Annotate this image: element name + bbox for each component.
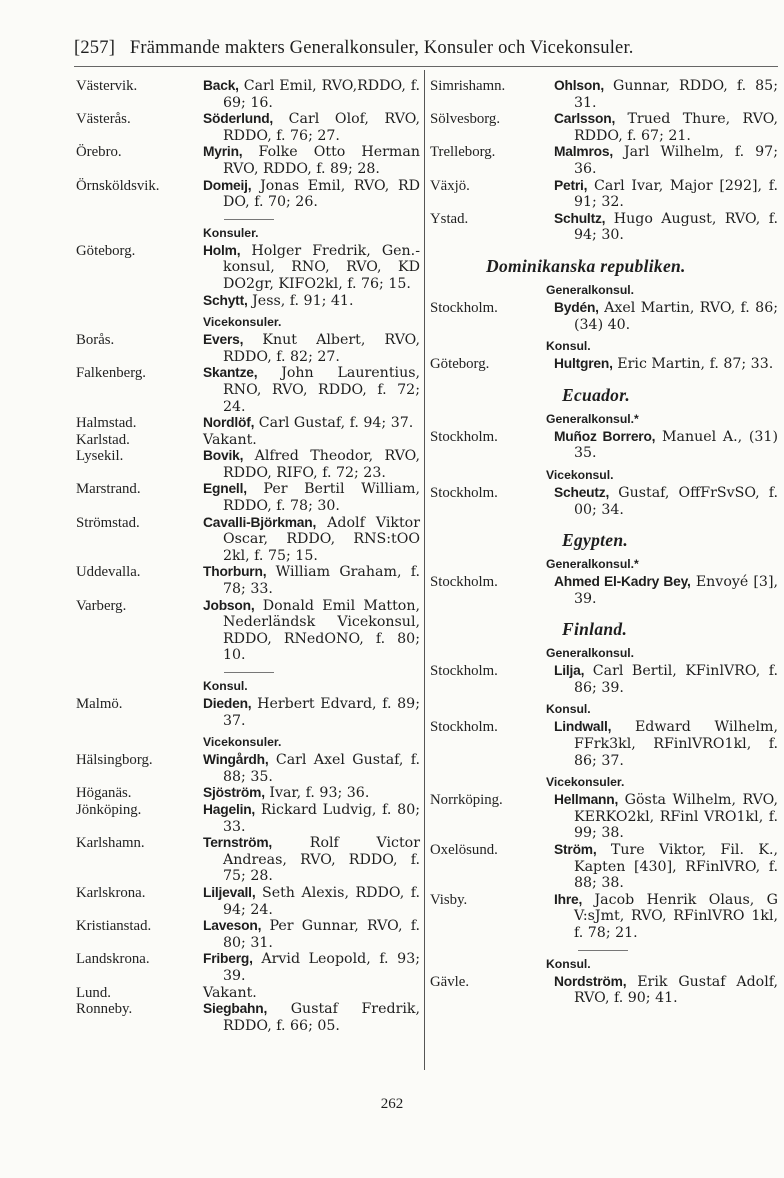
directory-entry (430, 719, 778, 769)
place-name: Norrköping. (430, 792, 503, 809)
person-name: Siegbahn, (203, 1001, 268, 1017)
country-heading: Egypten. (562, 530, 629, 551)
entry-details: Seth Alexis, RDDO, f. 94; 24. (223, 884, 420, 918)
entry-details: Holger Fredrik, Gen.-konsul, RNO, RVO, KD DO2gr, KIFO2kl, f. 76; 15. (223, 242, 420, 292)
entry-details: Herbert Edvard, f. 89; 37. (223, 696, 420, 729)
directory-entry (430, 178, 778, 211)
directory-entry (76, 785, 420, 802)
person-name: Muñoz Borrero, (554, 428, 656, 444)
person-name: Evers, (203, 332, 244, 348)
person-name: Cavalli-Björkman, (203, 514, 317, 530)
place-name: Stockholm. (430, 574, 498, 591)
place-name: Sölvesborg. (430, 111, 501, 128)
entry-details: Donald Emil Matton, Nederländsk Vicekonsul, RDDO, RNedONO, f. 80; 10. (223, 597, 420, 664)
person-name: Dieden, (203, 696, 252, 711)
entry-details: Carl Axel Gustaf, f. 88; 35. (223, 752, 420, 785)
entry-details: Gustaf, OffFrSvSO, f. 00; 34. (574, 484, 778, 518)
person-name: Hagelin, (203, 801, 256, 817)
place-name: Trelleborg. (430, 144, 496, 161)
entry-details: Jonas Emil, RVO, RD DO, f. 70; 26. (223, 177, 420, 211)
directory-entry (76, 293, 420, 310)
section-label: Generalkonsul. (546, 646, 635, 661)
person-name: Schytt, (203, 292, 248, 308)
section-label: Generalkonsul.* (546, 411, 639, 426)
directory-entry (76, 752, 420, 785)
place-name: Uddevalla. (76, 564, 141, 581)
place-name: Göteborg. (430, 356, 490, 373)
entry-details: Carl Gustaf, f. 94; 37. (254, 415, 414, 432)
page-reference: [257] (74, 38, 116, 58)
entry-details: William Graham, f. 78; 33. (223, 564, 420, 598)
person-name: Ahmed El-Kadry Bey, (554, 574, 691, 590)
entry-details: Per Bertil William, RDDO, f. 78; 30. (223, 481, 420, 515)
place-name: Västervik. (76, 78, 138, 94)
directory-entry (76, 243, 420, 293)
person-name: Ihre, (554, 891, 583, 907)
entry-details: Carl Emil, RVO,RDDO, f. 69; 16. (223, 78, 420, 111)
place-name: Marstrand. (76, 481, 141, 498)
directory-entry (76, 985, 420, 1002)
entry-details: Ivar, f. 93; 36. (264, 785, 370, 802)
section-label: Konsul. (546, 339, 591, 354)
entry-details: Manuel A., (31) 35. (574, 428, 778, 462)
place-name: Ronneby. (76, 1001, 133, 1018)
place-name: Stockholm. (430, 484, 498, 501)
directory-entry (430, 663, 778, 696)
place-name: Ystad. (430, 210, 469, 227)
person-name: Lindwall, (554, 719, 612, 735)
section-label: Konsul. (546, 702, 591, 717)
person-name: Söderlund, (203, 111, 274, 127)
section-label: Konsul. (546, 956, 591, 971)
person-name: Bovik, (203, 448, 244, 464)
place-name: Varberg. (76, 597, 127, 614)
person-name: Scheutz, (554, 484, 610, 500)
section-label: Vicekonsuler. (203, 315, 282, 330)
entry-details: Rickard Ludvig, f. 80; 33. (223, 801, 420, 835)
directory-entry (430, 974, 778, 1007)
person-name: Nordström, (554, 973, 627, 989)
directory-entry (76, 448, 420, 481)
section-label: Konsuler. (203, 225, 259, 240)
entry-details: Per Gunnar, RVO, f. 80; 31. (223, 918, 420, 951)
directory-entry (430, 429, 778, 462)
entry-details: Trued Thure, RVO, RDDO, f. 67; 21. (574, 111, 778, 144)
person-name: Holm, (203, 242, 241, 258)
page-number: 262 (380, 1096, 404, 1112)
place-name: Malmö. (76, 696, 123, 712)
person-name: Back, (203, 78, 239, 93)
directory-entry (76, 802, 420, 835)
header-rule (74, 66, 778, 67)
place-name: Stockholm. (430, 663, 498, 680)
directory-entry (76, 951, 420, 984)
person-name: Lilja, (554, 663, 585, 679)
person-name: Nordlöf, (203, 415, 255, 431)
entry-details: Hugo August, RVO, f. 94; 30. (574, 210, 778, 244)
entry-details: Jacob Henrik Olaus, G V:sJmt, RVO, RFinlVRO 1kl, f. 78; 21. (574, 891, 778, 941)
country-heading: Dominikanska republiken. (486, 255, 686, 276)
person-name: Wingårdh, (203, 752, 269, 768)
place-name: Gävle. (430, 973, 470, 990)
entry-details: Carl Olof, RVO, RDDO, f. 76; 27. (223, 111, 420, 144)
directory-entry (430, 300, 778, 333)
entry-details: Erik Gustaf Adolf, RVO, f. 90; 41. (574, 973, 778, 1007)
running-header (74, 38, 754, 59)
person-name: Egnell, (203, 481, 247, 497)
place-name: Borås. (76, 332, 115, 349)
left-column (76, 78, 420, 1034)
directory-entry (76, 365, 420, 415)
place-name: Lund. (76, 984, 111, 1001)
directory-entry (430, 78, 778, 111)
country-heading: Finland. (562, 619, 628, 640)
place-name: Visby. (430, 891, 468, 908)
place-name: Falkenberg. (76, 365, 146, 382)
directory-entry (76, 1001, 420, 1034)
directory-entry (76, 432, 420, 449)
directory-entry (76, 144, 420, 177)
person-name: Sjöström, (203, 785, 265, 801)
person-name: Hellmann, (554, 792, 619, 808)
separator-rule (224, 672, 274, 673)
place-name: Västerås. (76, 111, 131, 128)
entry-details: Arvid Leopold, f. 93; 39. (223, 951, 420, 984)
directory-entry (76, 78, 420, 111)
place-name: Göteborg. (76, 242, 136, 259)
place-name: Oxelösund. (430, 842, 498, 859)
entry-details: Ture Viktor, Fil. K., Kapten [430], RFinlVRO, f. 88; 38. (574, 842, 778, 892)
place-name: Höganäs. (76, 785, 132, 802)
directory-entry (430, 356, 778, 373)
directory-entry (76, 598, 420, 664)
directory-entry (430, 111, 778, 144)
person-name: Ohlson, (554, 78, 604, 93)
entry-details: Vakant. (203, 431, 257, 448)
place-name: Örebro. (76, 144, 122, 161)
place-name (76, 293, 203, 310)
directory-entry (430, 211, 778, 244)
entry-details: Gunnar, RDDO, f. 85; 31. (574, 78, 778, 111)
entry-details: Knut Albert, RVO, RDDO, f. 82; 27. (223, 332, 420, 365)
section-label: Vicekonsuler. (546, 775, 625, 790)
person-name: Myrin, (203, 144, 243, 160)
entry-details: Adolf Viktor Oscar, RDDO, RNS:tOO 2kl, f. 75; 15. (223, 514, 420, 564)
directory-entry (76, 918, 420, 951)
directory-entry (76, 885, 420, 918)
directory-entry (430, 485, 778, 518)
entry-details: Axel Martin, RVO, f. 86; (34) 40. (574, 299, 778, 333)
person-name: Laveson, (203, 918, 262, 934)
person-name: Liljevall, (203, 884, 256, 900)
country-heading: Ecuador. (562, 384, 631, 405)
place-name: Karlstad. (76, 431, 130, 448)
entry-details: Gustaf Fredrik, RDDO, f. 66; 05. (223, 1001, 420, 1034)
section-label: Generalkonsul. (546, 282, 635, 297)
directory-entry (76, 415, 420, 432)
place-name: Karlshamn. (76, 835, 145, 852)
place-name: Jönköping. (76, 801, 142, 818)
directory-entry (76, 481, 420, 514)
directory-entry (430, 144, 778, 177)
person-name: Hultgren, (554, 356, 613, 372)
separator-rule (578, 950, 628, 951)
section-label: Generalkonsul.* (546, 557, 639, 572)
person-name: Carlsson, (554, 111, 616, 127)
entry-details: Eric Martin, f. 87; 33. (612, 356, 774, 373)
person-name: Schultz, (554, 210, 606, 226)
right-column (430, 78, 778, 1007)
person-name: Friberg, (203, 951, 253, 967)
entry-details: Edward Wilhelm, FFrk3kl, RFinlVRO1kl, f. 86; 37. (574, 719, 778, 769)
directory-entry (76, 332, 420, 365)
place-name: Växjö. (430, 177, 470, 194)
directory-entry (430, 574, 778, 607)
person-name: Jobson, (203, 597, 255, 613)
person-name: Domeij, (203, 177, 252, 193)
directory-entry (430, 792, 778, 842)
person-name: Petri, (554, 177, 588, 193)
entry-details: Vakant. (203, 984, 257, 1001)
place-name: Karlskrona. (76, 884, 146, 901)
person-name: Ternström, (203, 835, 273, 851)
entry-details: Gösta Wilhelm, RVO, KERKO2kl, RFinl VRO1kl, f. 99; 38. (574, 792, 778, 842)
directory-entry (430, 842, 778, 892)
entry-details: Carl Ivar, Major [292], f. 91; 32. (574, 177, 778, 211)
place-name: Strömstad. (76, 514, 140, 531)
entry-details: Envoyé [3], 39. (574, 574, 779, 607)
place-name: Lysekil. (76, 448, 124, 465)
person-name: Skantze, (203, 365, 258, 381)
place-name: Halmstad. (76, 415, 137, 432)
section-label: Vicekonsuler. (203, 735, 282, 750)
directory-entry (76, 696, 420, 729)
directory-entry (430, 892, 778, 942)
entry-details: Alfred Theodor, RVO, RDDO, RIFO, f. 72; 23. (223, 448, 420, 481)
person-name: Malmros, (554, 144, 613, 160)
person-name: Ström, (554, 842, 597, 858)
place-name: Hälsingborg. (76, 752, 153, 769)
entry-details: Folke Otto Herman RVO, RDDO, f. 89; 28. (223, 144, 420, 177)
entry-details: John Laurentius, RNO, RVO, RDDO, f. 72; 24. (223, 365, 420, 415)
section-label: Konsul. (203, 679, 248, 693)
entry-details: Jess, f. 91; 41. (247, 292, 354, 309)
directory-entry (76, 111, 420, 144)
directory-entry (76, 564, 420, 597)
person-name: Bydén, (554, 299, 599, 315)
directory-entry (76, 835, 420, 885)
person-name: Thorburn, (203, 564, 267, 580)
place-name: Stockholm. (430, 299, 498, 316)
place-name: Kristianstad. (76, 918, 152, 935)
entry-details: Jarl Wilhelm, f. 97; 36. (574, 144, 778, 177)
entry-details: Carl Bertil, KFinlVRO, f. 86; 39. (574, 663, 778, 696)
page-title: Främmande makters Generalkonsuler, Konsuler och Vicekonsuler. (129, 38, 634, 58)
directory-entry (76, 515, 420, 565)
section-label: Vicekonsul. (546, 467, 614, 482)
directory-entry (76, 178, 420, 211)
place-name: Stockholm. (430, 719, 498, 736)
column-divider (424, 70, 425, 1070)
entry-details: Rolf Victor Andreas, RVO, RDDO, f. 75; 28. (223, 835, 420, 885)
place-name: Simrishamn. (430, 78, 506, 94)
place-name: Stockholm. (430, 428, 498, 445)
place-name: Örnsköldsvik. (76, 177, 160, 194)
entry-group (76, 78, 420, 211)
place-name: Landskrona. (76, 951, 150, 968)
separator-rule (224, 219, 274, 220)
